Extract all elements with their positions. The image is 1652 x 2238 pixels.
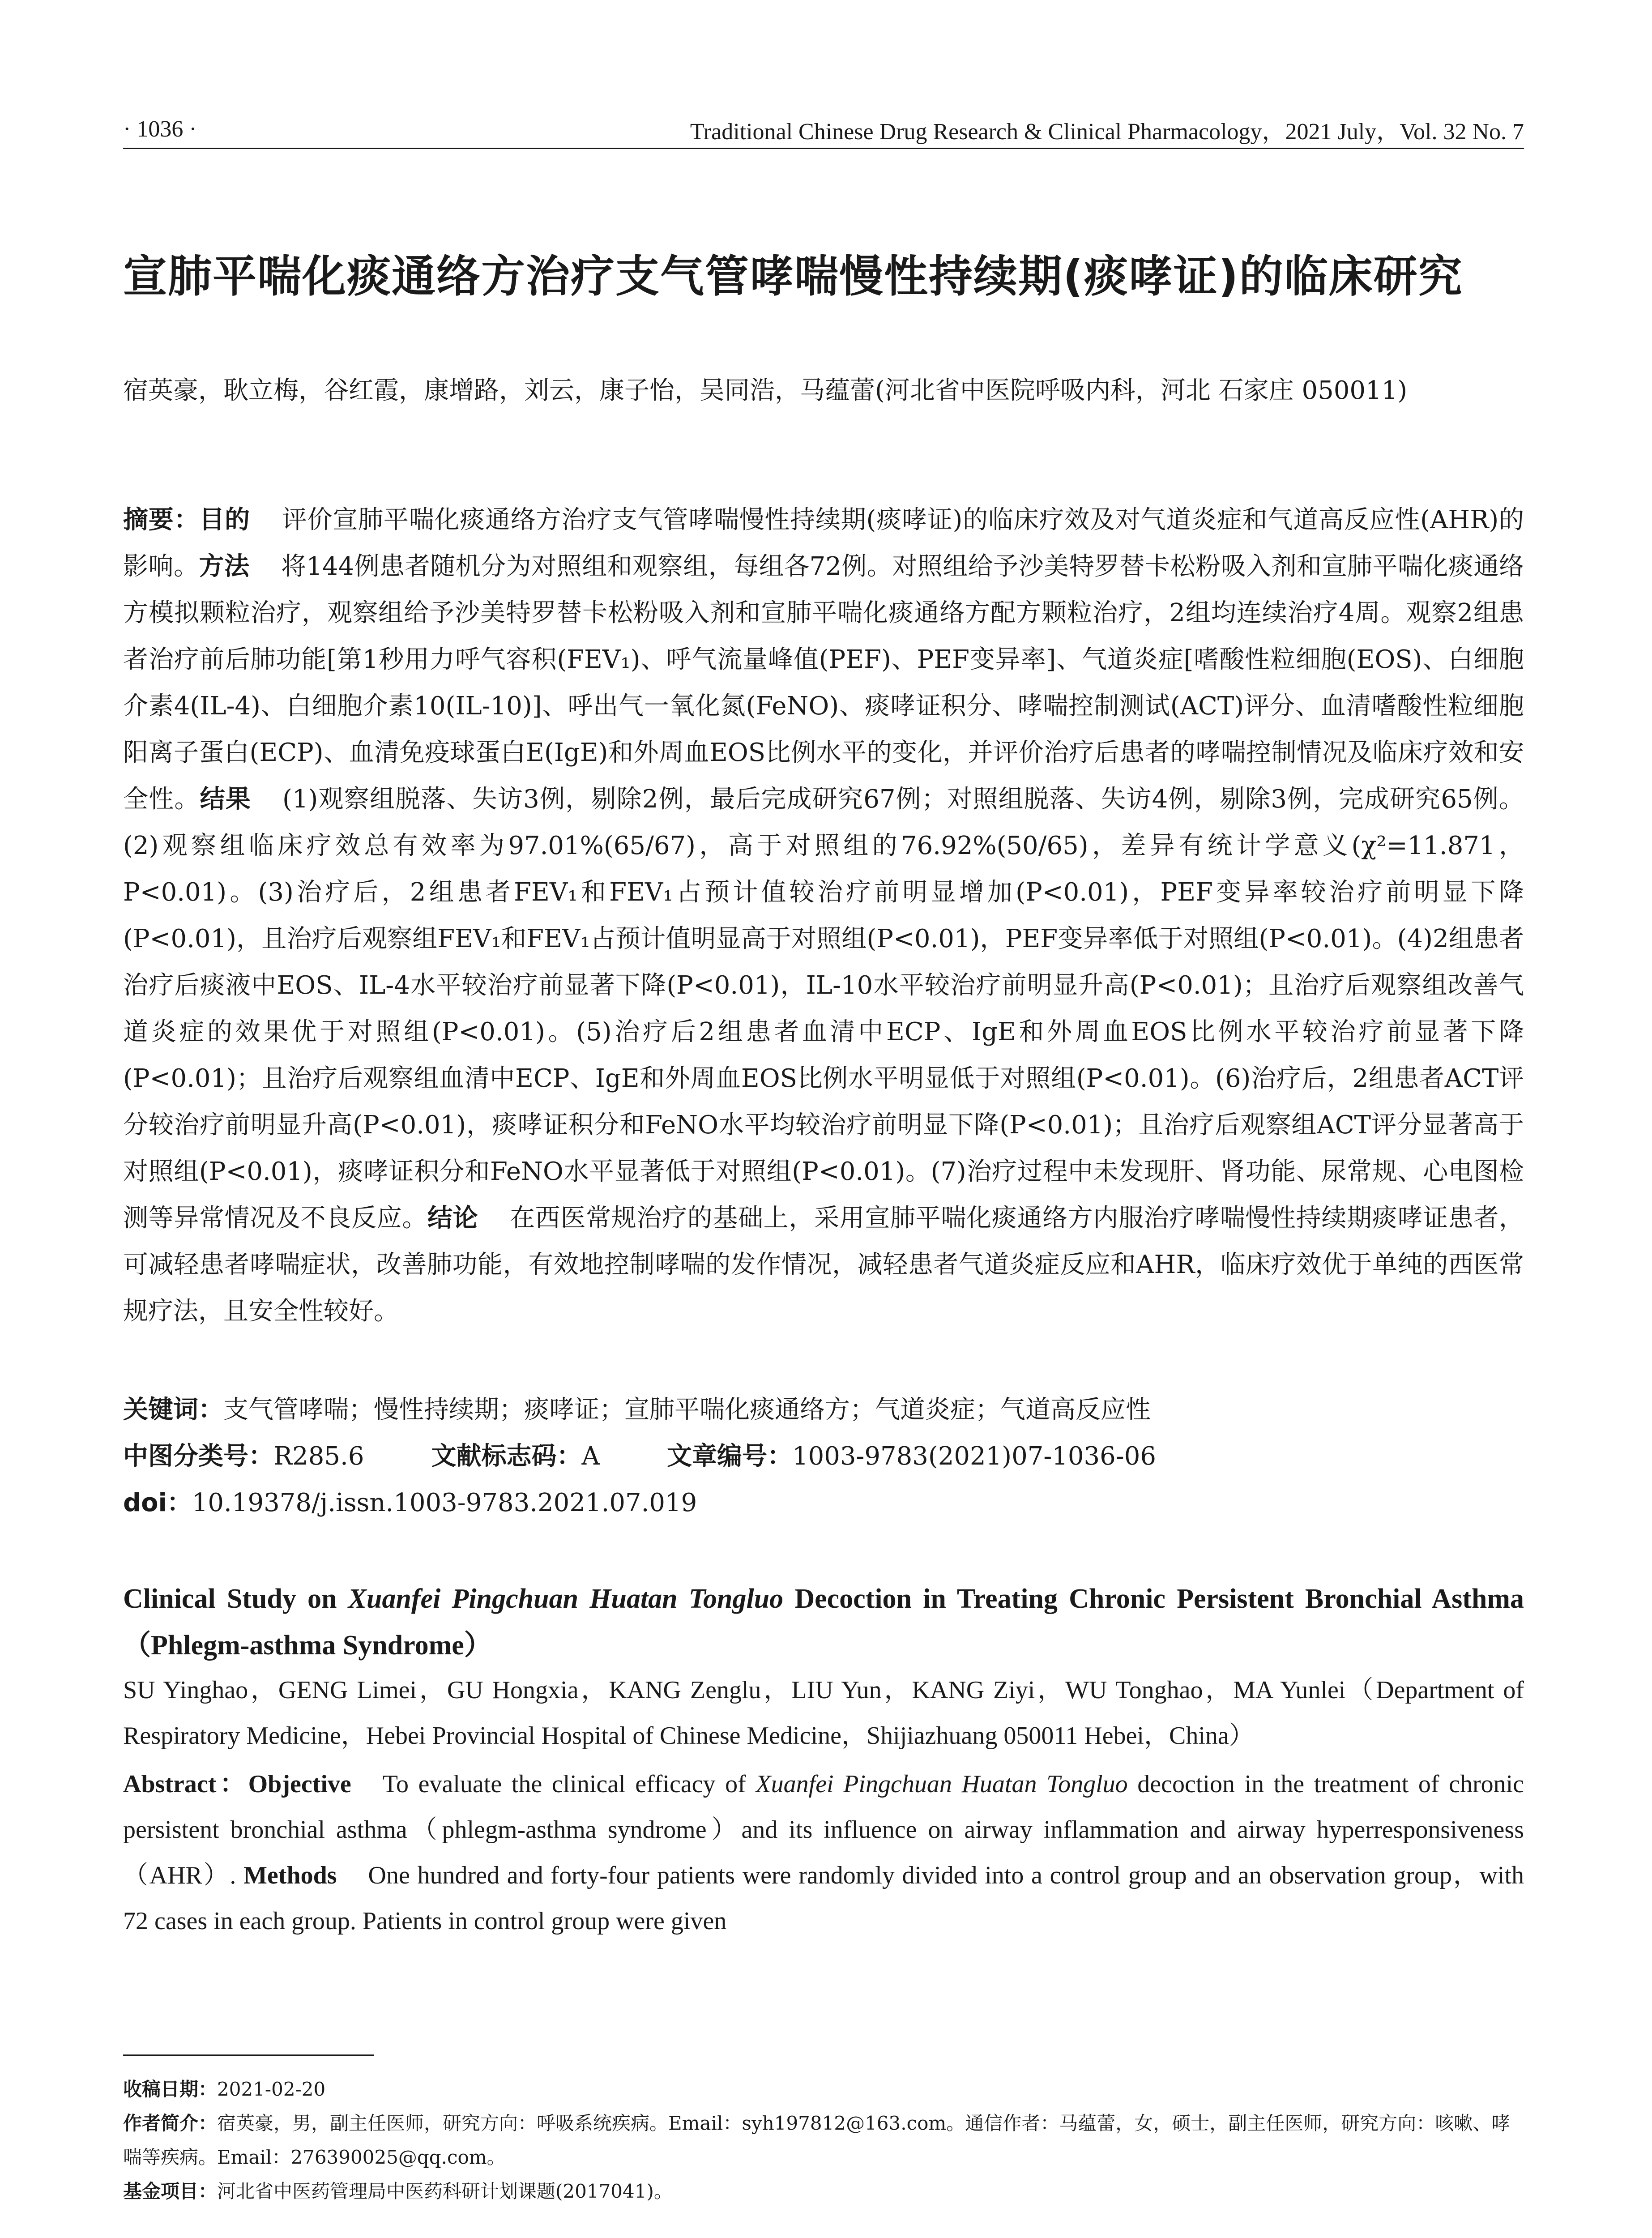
english-abstract-label: Abstract： [123,1770,248,1798]
english-title [123,1576,1524,1669]
doi-value: 10.19378/j.issn.1003-9783.2021.07.019 [192,1488,697,1517]
english-title-part2: Decoction in Treating Chronic Persistent Bronchial Asthma（Phlegm-asthma Syndrome） [123,1584,1524,1661]
english-objective-label: Objective [248,1770,351,1798]
english-abstract [123,1761,1524,1944]
abstract-label: 摘要： [123,505,200,534]
doc-code-label: 文献标志码： [431,1442,582,1471]
english-authors: SU Yinghao，GENG Limei，GU Hongxia，KANG Zenglu，LIU Yun，KANG Ziyi，WU Tonghao，MA Yunlei（Department of Respiratory Medicine，Hebei Provincial Hospital of Chinese Medicine，Shijiazhuang 050011 Hebei，China） [123,1676,1524,1750]
english-objective-2: decoction in the treatment of chronic persistent bronchial asthma（phlegm-asthma syndrome）and its influence on airway inflammation and airway hyperresponsiveness（AHR）. [123,1770,1524,1889]
doc-code-value: A [581,1442,600,1471]
article-title: 宣肺平喘化痰通络方治疗支气管哮喘慢性持续期(痰哮证)的临床研究 [123,251,1463,302]
fund-info [123,2174,1524,2208]
methods-text: 将144例患者随机分为对照组和观察组，每组各72例。对照组给予沙美特罗替卡松粉吸入剂和宣肺平喘化痰通络方模拟颗粒治疗，观察组给予沙美特罗替卡松粉吸入剂和宣肺平喘化痰通络方配方颗粒治疗，2组均连续治疗4周。观察2组患者治疗前后肺功能[第1秒用力呼气容积(FEV₁)、呼气流量峰值(PEF)、PEF变异率]、气道炎症[嗜酸性粒细胞(EOS)、白细胞介素4(IL-4)、白细胞介素10(IL-10)]、呼出气一氧化氮(FeNO)、痰哮证积分、哮喘控制测试(ACT)评分、血清嗜酸性粒细胞阳离子蛋白(ECP)、血清免疫球蛋白E(IgE)和外周血EOS比例水平的变化，并评价治疗后患者的哮喘控制情况及临床疗效和安全性。 [123,552,1524,814]
article-number-label: 文章编号： [666,1442,792,1471]
fund-text: 河北省中医药管理局中医药科研计划课题(2017041)。 [217,2180,673,2202]
received-value: 2021-02-20 [217,2078,326,2100]
objective-label: 目的 [199,505,250,534]
classification-line [123,1433,1524,1480]
header-rule [123,148,1524,149]
page-number: · 1036 · [123,116,197,142]
english-objective-1: To evaluate the clinical efficacy of [382,1770,756,1798]
clc-label: 中图分类号： [123,1442,273,1471]
english-methods-text: One hundred and forty-four patients were randomly divided into a control group and an observation group，with 72 cases in each group. Patients in control group were given [123,1862,1524,1935]
english-title-italic: Xuanfei Pingchuan Huatan Tongluo [348,1584,784,1614]
author-info [123,2106,1524,2174]
english-methods-label: Methods [243,1862,337,1889]
english-title-part1: Clinical Study on [123,1584,348,1614]
conclusion-label: 结论 [427,1204,478,1233]
footnotes [123,2072,1524,2208]
keywords-label: 关键词： [123,1395,223,1424]
keywords-text: 支气管哮喘；慢性持续期；痰哮证；宣肺平喘化痰通络方；气道炎症；气道高反应性 [223,1395,1151,1424]
english-objective-italic: Xuanfei Pingchuan Huatan Tongluo [756,1770,1128,1798]
fund-label: 基金项目： [123,2180,218,2202]
author-info-text: 宿英豪，男，副主任医师，研究方向：呼吸系统疾病。Email：syh197812@163.com。通信作者：马蕴蕾，女，硕士，副主任医师，研究方向：咳嗽、哮喘等疾病。Email：276390025@qq.com。 [123,2112,1511,2168]
author-info-label: 作者简介： [123,2112,218,2134]
objective-text: 评价宣肺平喘化痰通络方治疗支气管哮喘慢性持续期(痰哮证)的临床疗效及对气道炎症和气道高反应性(AHR)的影响。 [123,505,1524,581]
clc-value: R285.6 [273,1442,364,1471]
results-text: (1)观察组脱落、失访3例，剔除2例，最后完成研究67例；对照组脱落、失访4例，剔除3例，完成研究65例。(2)观察组临床疗效总有效率为97.01%(65/67)，高于对照组的76.92%(50/65)，差异有统计学意义(χ²=11.871，P<0.01)。(3)治疗后，2组患者FEV₁和FEV₁占预计值较治疗前明显增加(P<0.01)，PEF变异率较治疗前明显下降(P<0.01)，且治疗后观察组FEV₁和FEV₁占预计值明显高于对照组(P<0.01)，PEF变异率低于对照组(P<0.01)。(4)2组患者治疗后痰液中EOS、IL-4水平较治疗前显著下降(P<0.01)，IL-10水平较治疗前明显升高(P<0.01)；且治疗后观察组改善气道炎症的效果优于对照组(P<0.01)。(5)治疗后2组患者血清中ECP、IgE和外周血EOS比例水平较治疗前显著下降(P<0.01)；且治疗后观察组血清中ECP、IgE和外周血EOS比例水平明显低于对照组(P<0.01)。(6)治疗后，2组患者ACT评分较治疗前明显升高(P<0.01)，痰哮证积分和FeNO水平均较治疗前明显下降(P<0.01)；且治疗后观察组ACT评分显著高于对照组(P<0.01)，痰哮证积分和FeNO水平显著低于对照组(P<0.01)。(7)治疗过程中未发现肝、肾功能、尿常规、心电图检测等异常情况及不良反应。 [123,785,1524,1233]
conclusion-text: 在西医常规治疗的基础上，采用宣肺平喘化痰通络方内服治疗哮喘慢性持续期痰哮证患者，可减轻患者哮喘症状，改善肺功能，有效地控制哮喘的发作情况，减轻患者气道炎症反应和AHR，临床疗效优于单纯的西医常规疗法，且安全性较好。 [123,1204,1524,1326]
doi-label: doi： [123,1488,192,1517]
article-number-value: 1003-9783(2021)07-1036-06 [792,1442,1156,1471]
journal-citation: Traditional Chinese Drug Research & Clinical Pharmacology，2021 July，Vol. 32 No. 7 [690,119,1524,145]
results-label: 结果 [200,785,252,814]
running-header [123,111,1524,147]
chinese-abstract [123,497,1524,1335]
doi-line [123,1480,1524,1526]
footnote-rule [123,2054,374,2056]
received-label: 收稿日期： [123,2078,218,2100]
author-affiliation: 宿英豪，耿立梅，谷红霞，康增路，刘云，康子怡，吴同浩，马蕴蕾(河北省中医院呼吸内科，河北 石家庄 050011) [123,376,1408,405]
keywords-line [123,1387,1524,1433]
received-date [123,2072,1524,2106]
methods-label: 方法 [199,552,250,581]
